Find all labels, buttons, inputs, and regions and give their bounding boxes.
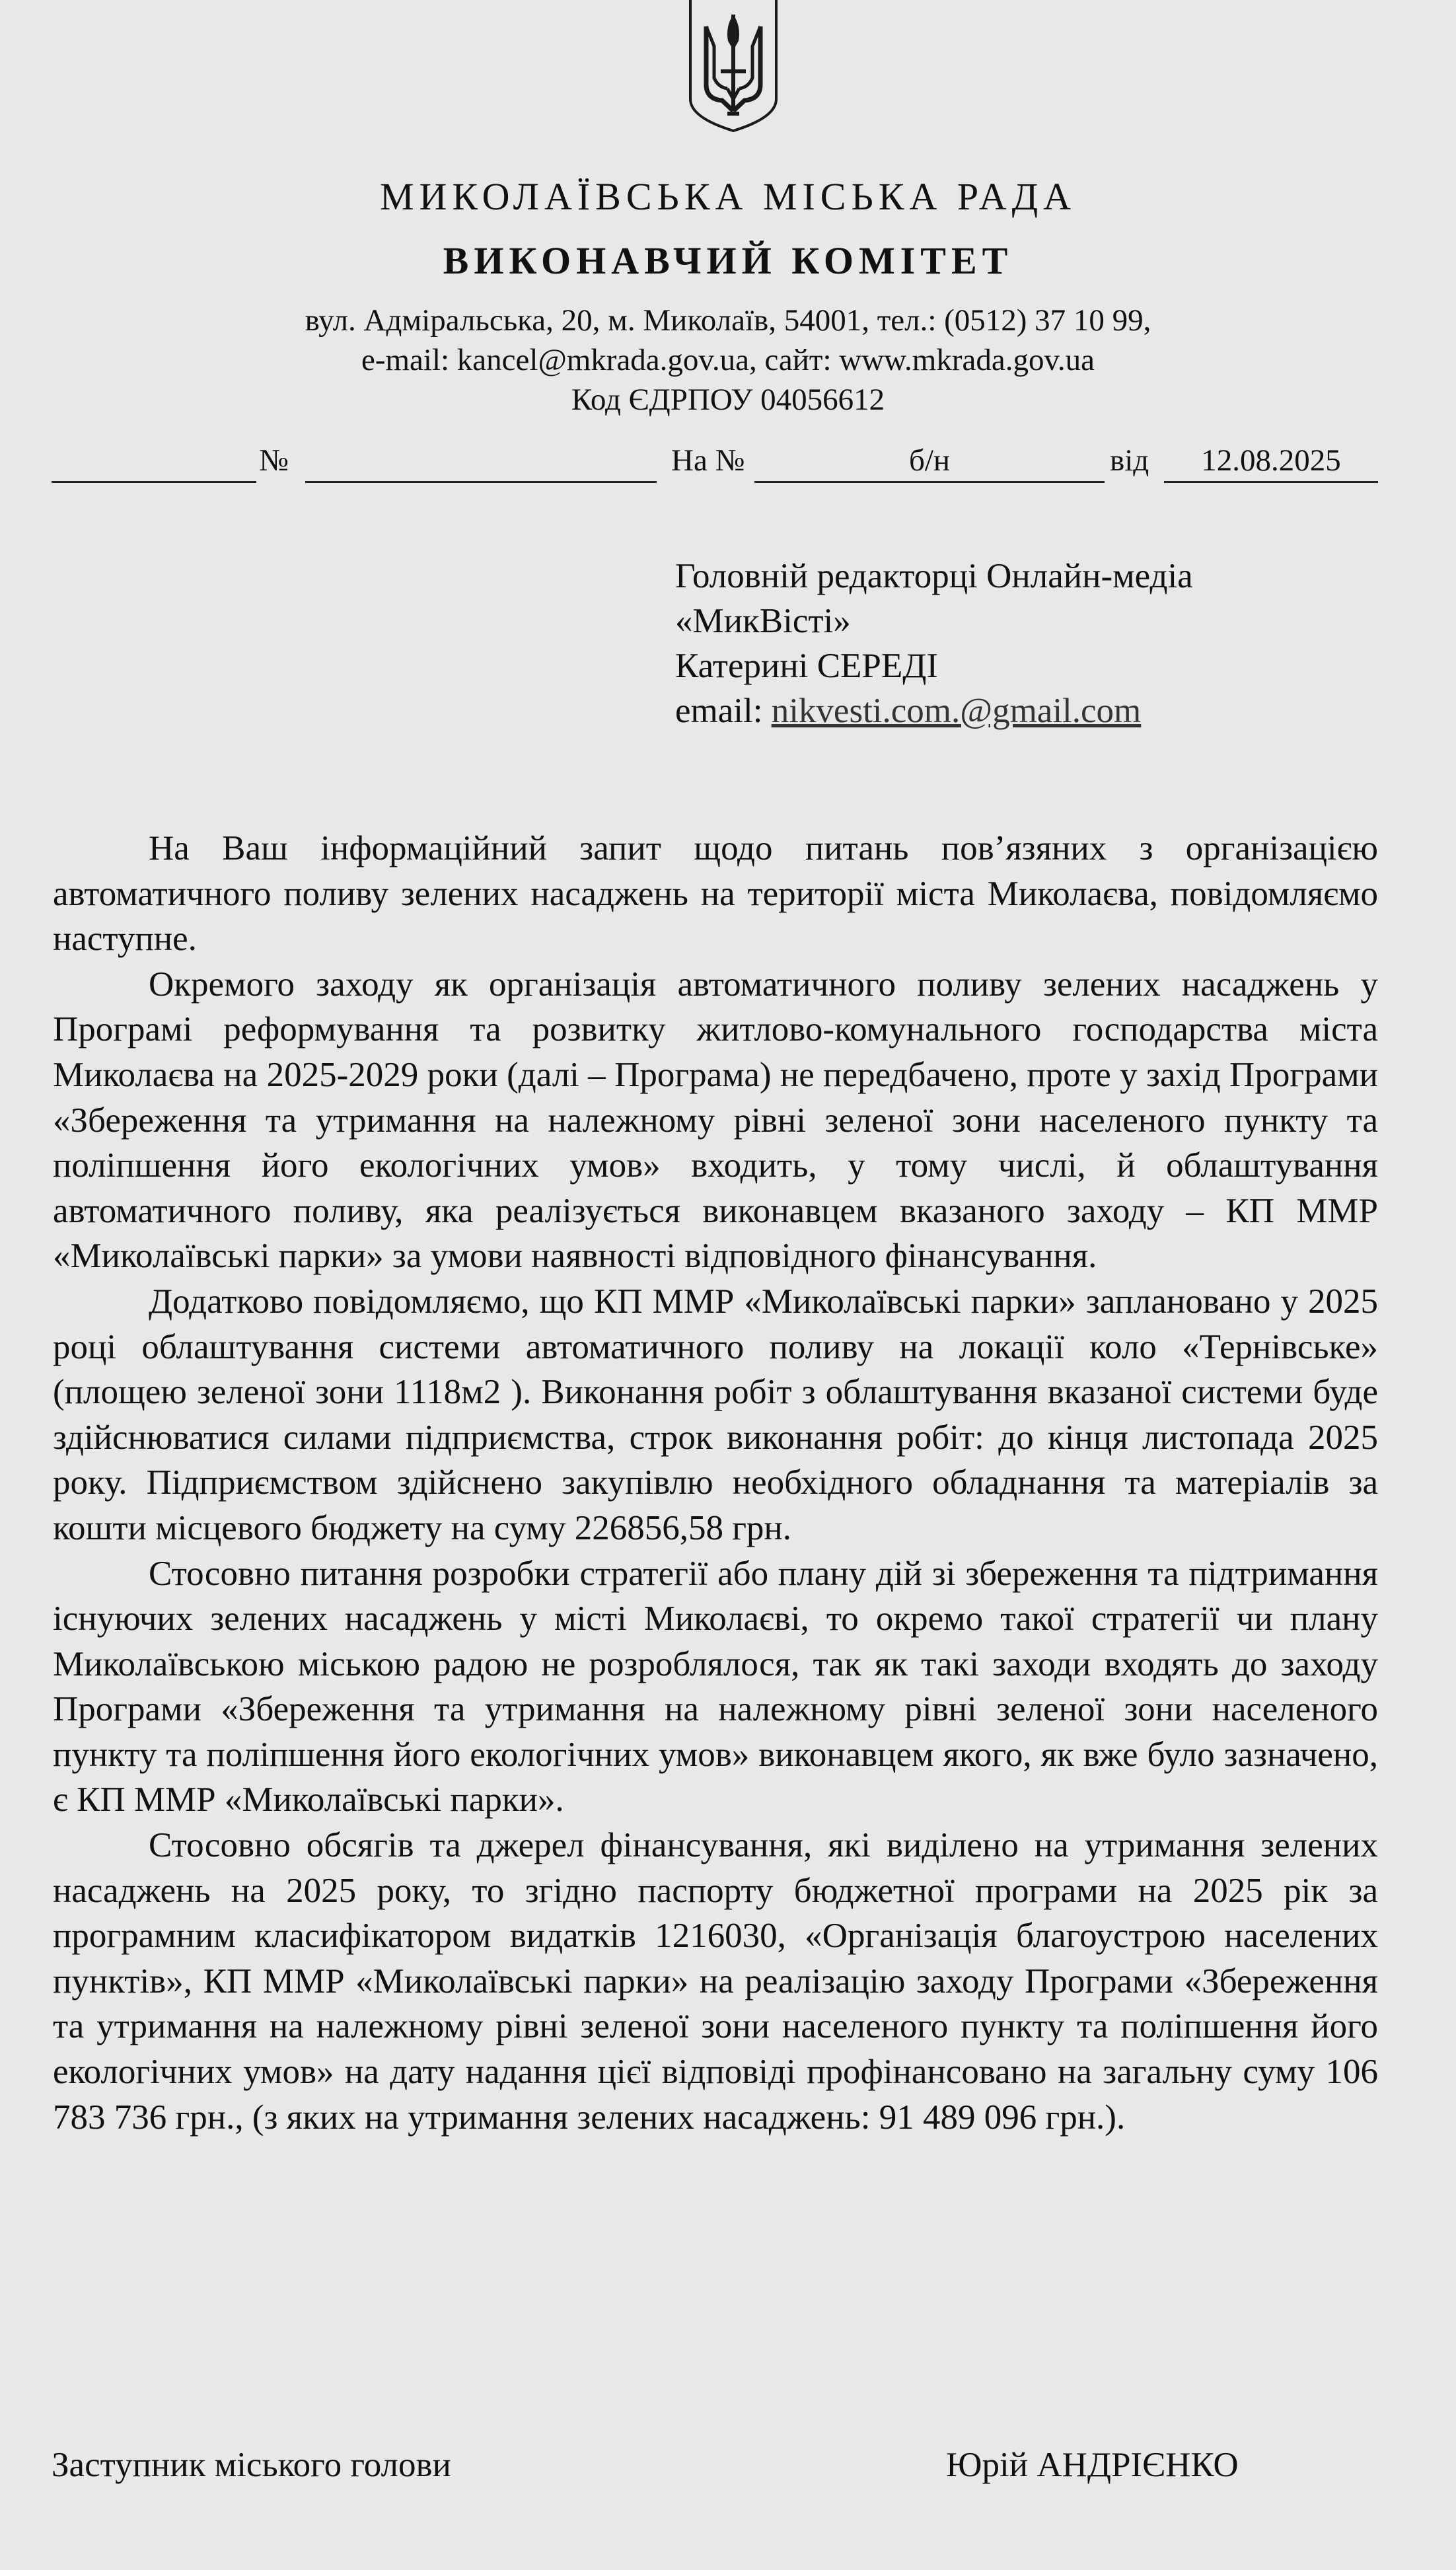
council-name: МИКОЛАЇВСЬКА МІСЬКА РАДА [379, 175, 1077, 218]
address-line-1: вул. Адміральська, 20, м. Миколаїв, 54001, тел.: (0512) 37 10 99, [305, 303, 1151, 338]
signatory-name: Юрій АНДРІЄНКО [946, 2446, 1239, 2484]
body-paragraph: Стосовно питання розробки стратегії або плану дій зі збереження та підтримання існуючих зелених насаджень у місті Миколаєві, то окремо такої стратегії чи плану Миколаївською міською радою не розроблялося, так як такі заходи входять до заходу Програми «Збереження та утримання на належному рівні зеленої зони населеного пункту та поліпшення його екологічних умов» виконавцем якого, як вже було зазначено, є КП ММР «Миколаївські парки». [53, 1554, 1378, 1819]
signatory-position: Заступник міського голови [52, 2446, 451, 2484]
recipient-email [675, 688, 1193, 733]
email-link[interactable]: nikvesti.com.@gmail.com [771, 692, 1142, 730]
body-paragraph: Стосовно обсягів та джерел фінансування, які виділено на утримання зелених насаджень на 2025 року, то згідно паспорту бюджетної програми на 2025 рік за програмним класифікатором видатків 1216030, «Організація благоустрою населених пунктів», КП ММР «Миколаївські парки» на реалізацію заходу Програми «Збереження та утримання на належному рівні зеленої зони населеного пункту та поліпшення його екологічних умов» на дату надання цієї відповіді профінансовано на загальну суму 106 783 736 грн., (з яких на утримання зелених насаджень: 91 489 096 грн.). [53, 1826, 1378, 2137]
recipient-line-3: Катерині СЕРЕДІ [675, 647, 939, 685]
body-paragraph: Додатково повідомляємо, що КП ММР «Миколаївські парки» заплановано у 2025 році облаштування системи автоматичного поливу на локації коло «Тернівське» (площею зеленої зони 1118м2 ). Виконання робіт з облаштування вказаної системи буде здійснюватися силами підприємства, строк виконання робіт: до кінця листопада 2025 року. Підприємством здійснено закупівлю необхідного обладнання та матеріалів за кошти місцевого бюджету на суму 226856,58 грн. [53, 1282, 1378, 1547]
reply-date-field: 12.08.2025 [1164, 437, 1378, 483]
trident-emblem-icon [688, 0, 779, 132]
recipient-line-1: Головній редакторці Онлайн-медіа [675, 557, 1193, 595]
email-label: email: [675, 692, 772, 730]
address-line-3: Код ЄДРПОУ 04056612 [571, 383, 885, 417]
recipient-line-2: «МикВісті» [675, 602, 851, 640]
address-line-2: e-mail: kancel@mkrada.gov.ua, сайт: www.mkrada.gov.ua [361, 343, 1095, 377]
outgoing-number-field [305, 437, 657, 483]
number-label: № [259, 443, 289, 478]
committee-name: ВИКОНАВЧИЙ КОМІТЕТ [443, 239, 1013, 282]
reply-number-field: б/н [754, 437, 1105, 483]
body-paragraph: Окремого заходу як організація автоматичного поливу зелених насаджень у Програмі реформування та розвитку житлово-комунального господарства міста Миколаєва на 2025-2029 роки (далі – Програма) не передбачено, проте у захід Програми «Збереження та утримання на належному рівні зеленої зони населеного пункту та поліпшення його екологічних умов» входить, у тому числі, й облаштування автоматичного поливу, яка реалізується виконавцем вказаного заходу – КП ММР «Миколаївські парки» за умови наявності відповідного фінансування. [53, 965, 1378, 1276]
registration-line [0, 437, 1456, 484]
outgoing-date-field [52, 437, 256, 483]
reply-number-label: На № [671, 443, 745, 478]
letter-body [53, 826, 1378, 2140]
date-label: від [1110, 443, 1149, 478]
body-paragraph: На Ваш інформаційний запит щодо питань пов’язяних з організацією автоматичного поливу зелених насаджень на території міста Миколаєва, повідомляємо наступне. [53, 829, 1378, 959]
recipient-block [675, 554, 1193, 733]
